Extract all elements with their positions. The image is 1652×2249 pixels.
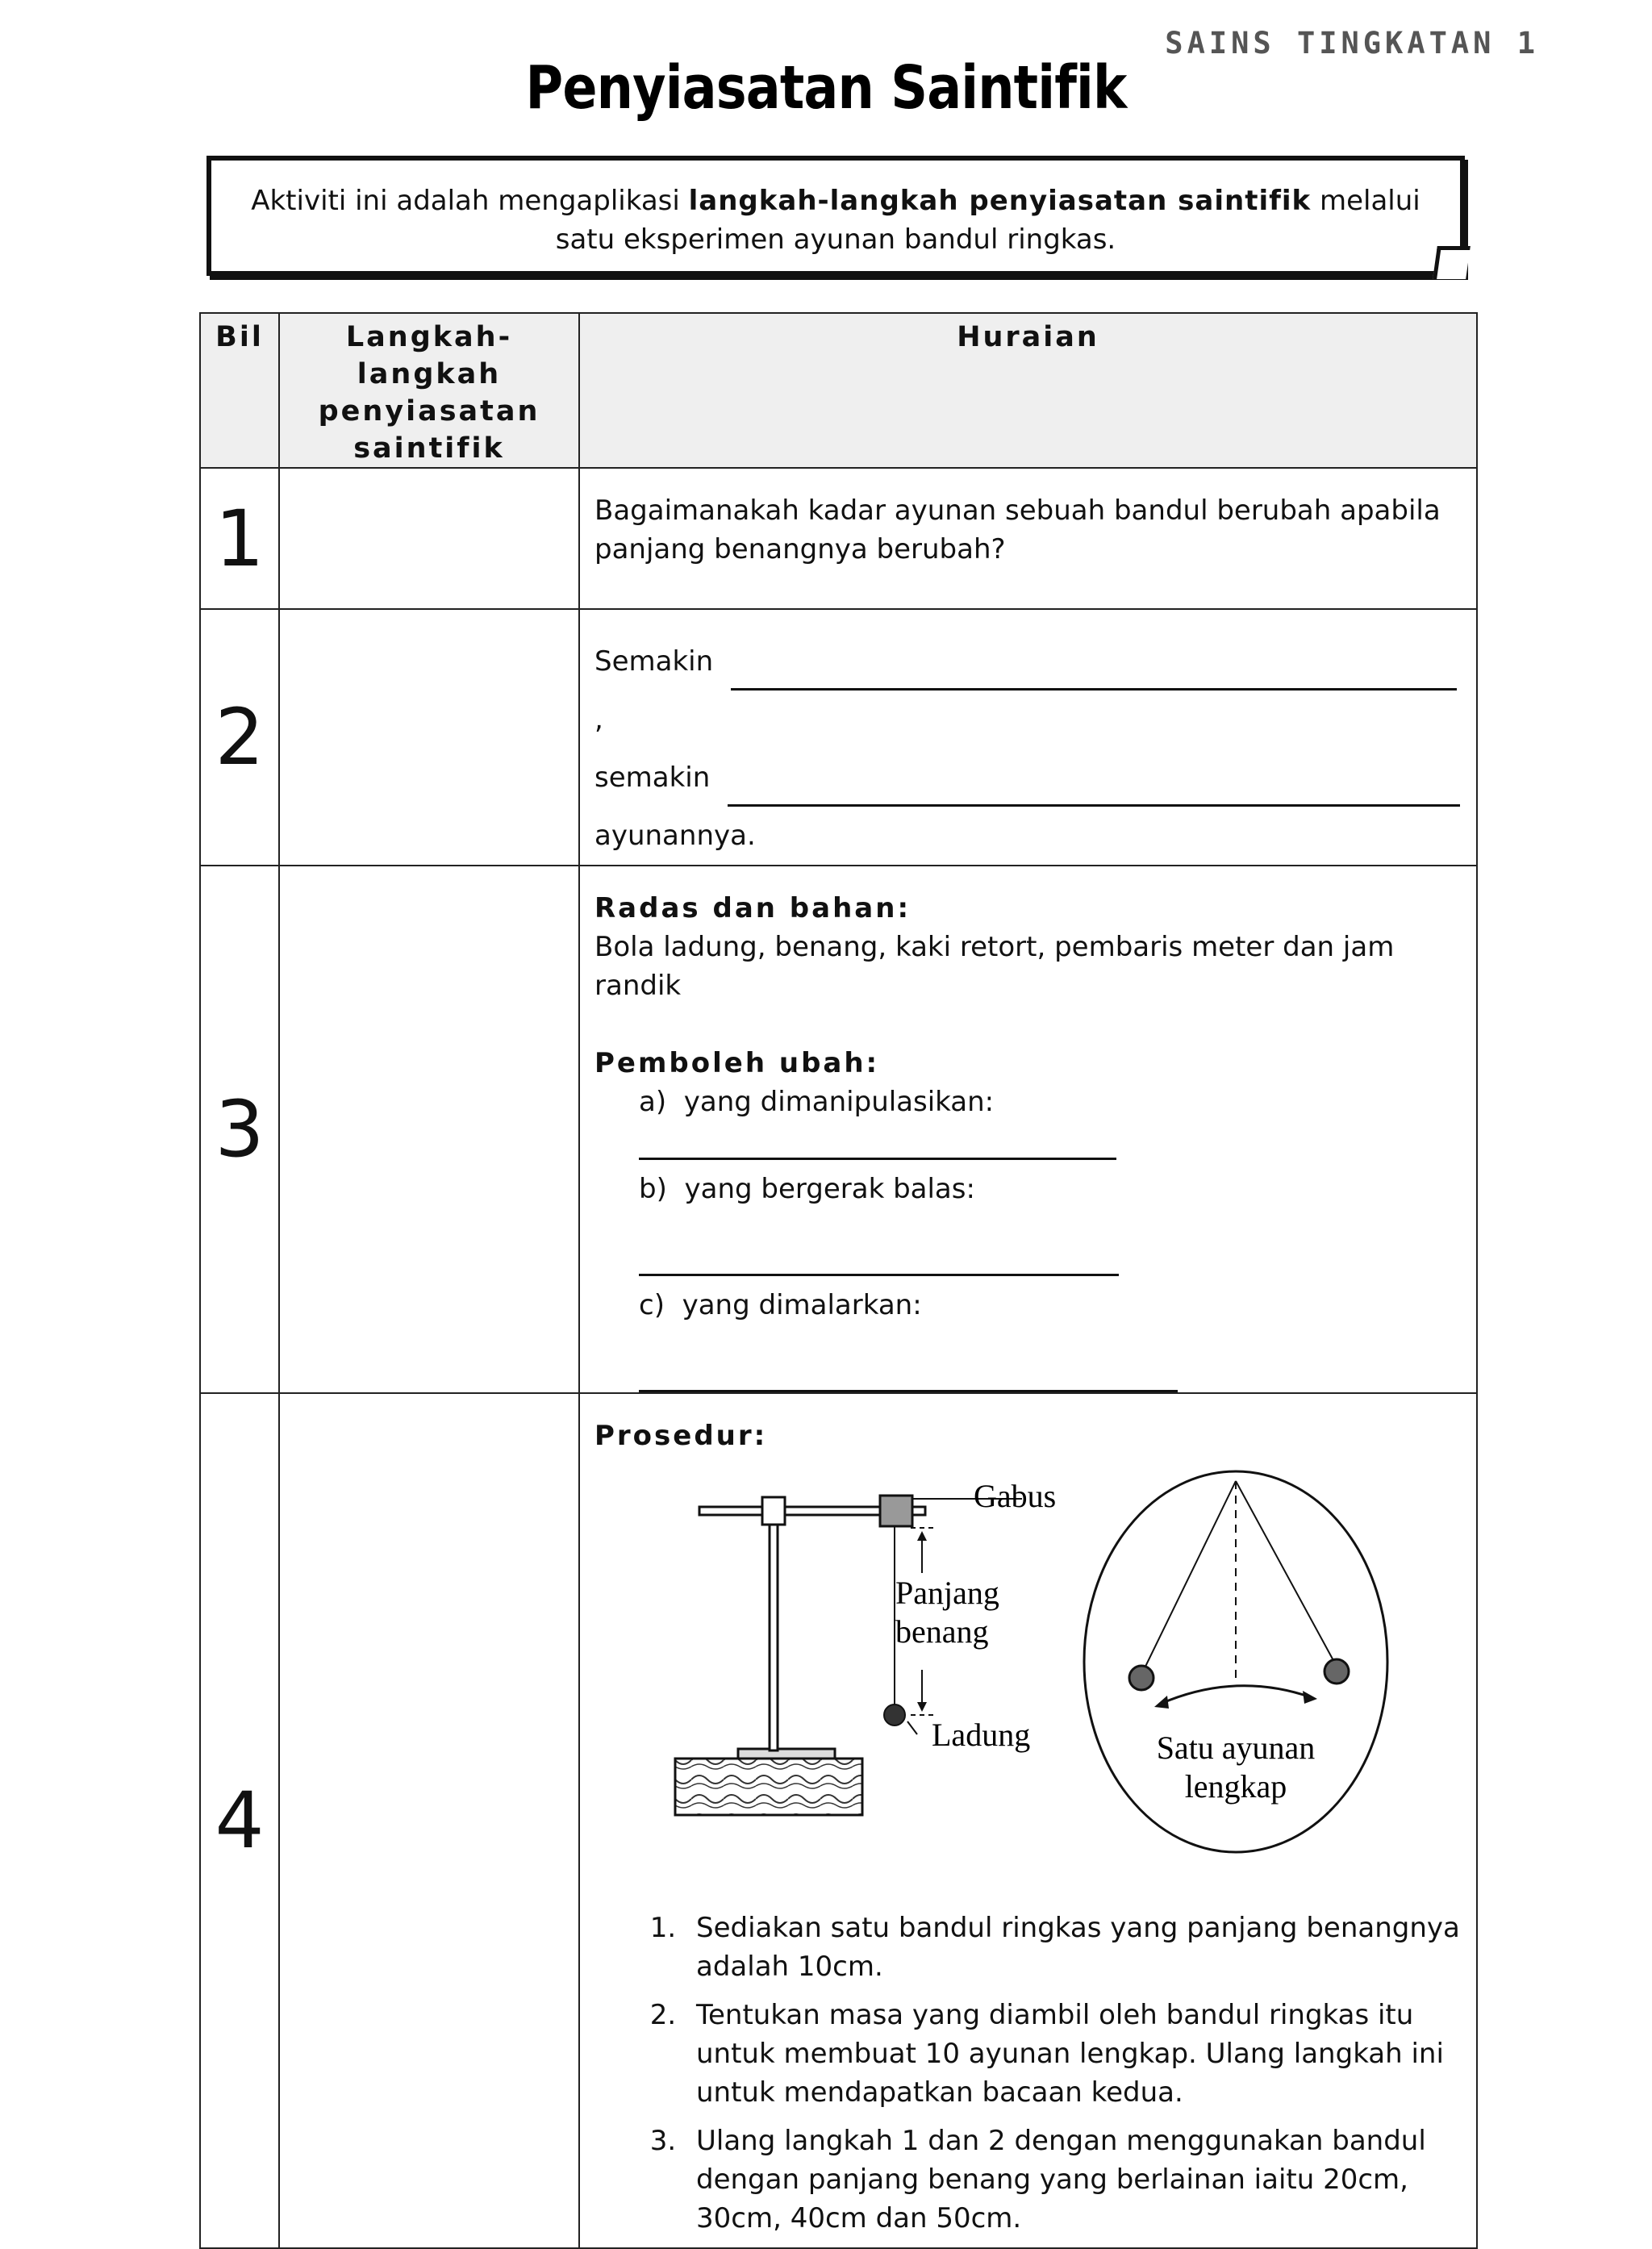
hypothesis-blank-1[interactable] (731, 661, 1457, 691)
hypothesis-blank-2[interactable] (728, 777, 1460, 807)
procedure-step: 3. Ulang langkah 1 dan 2 dengan menggunakan bandul dengan panjang benang yang berlainan iaitu 20cm, 30cm, 40cm dan 50cm. (685, 2122, 1462, 2238)
procedure-step: 2. Tentukan masa yang diambil oleh bandul ringkas itu untuk membuat 10 ayunan lengkap. Ulang langkah ini untuk mendapatkan bacaan kedua. (685, 1996, 1462, 2112)
intro-text-start: Aktiviti ini adalah mengaplikasi (251, 185, 689, 217)
comma: , (594, 703, 603, 736)
variable-item: c) yang dimalarkan: (594, 1276, 1462, 1392)
hypothesis-end: ayunannya. (594, 820, 756, 852)
header-steps: Langkah-langkah penyiasatan saintifik (279, 313, 579, 468)
procedure-label: Prosedur: (594, 1420, 768, 1452)
header-description: Huraian (579, 313, 1477, 468)
label-complete-swing-1: Satu ayunan (1156, 1730, 1316, 1766)
step-name-cell[interactable] (279, 866, 579, 1393)
hypothesis-label-1: Semakin (594, 645, 714, 678)
page-curl-decoration (1433, 246, 1471, 279)
procedure-step: 1. Sediakan satu bandul ringkas yang panjang benangnya adalah 10cm. (685, 1909, 1462, 1986)
pendulum-bob (884, 1704, 905, 1725)
step-name-cell[interactable] (279, 1393, 579, 2248)
variable-item: b) yang bergerak balas: (594, 1160, 1462, 1276)
description-cell (579, 468, 1477, 609)
table-row (200, 1393, 1477, 2248)
question-text: Bagaimanakah kadar ayunan sebuah bandul berubah apabila panjang benangnya berubah? (594, 494, 1441, 565)
page-title: Penyiasatan Saintifik (525, 53, 1127, 123)
wooden-base (675, 1759, 862, 1815)
row-number: 1 (200, 468, 279, 609)
header-bil: Bil (200, 313, 279, 468)
description-cell (579, 866, 1477, 1393)
label-cork: Gabus (974, 1478, 1057, 1514)
label-bob: Ladung (932, 1717, 1031, 1753)
description-cell (579, 609, 1477, 866)
hypothesis-label-2: semakin (594, 761, 711, 794)
apparatus-label: Radas dan bahan: (594, 892, 912, 924)
retort-stand-rod (770, 1508, 778, 1750)
pendulum-diagram (594, 1460, 1466, 1880)
intro-text-bold: langkah-langkah penyiasatan saintifik (688, 185, 1312, 217)
table-row (200, 468, 1477, 609)
label-complete-swing-2: lengkap (1184, 1768, 1287, 1805)
apparatus-text: Bola ladung, benang, kaki retort, pembaris meter dan jam randik (594, 931, 1395, 1002)
constant-variable-blank[interactable] (639, 1362, 1178, 1392)
variable-item: a) yang dimanipulasikan: (594, 1083, 1462, 1160)
label-string-length-1: Panjang (895, 1575, 999, 1611)
step-name-cell[interactable] (279, 468, 579, 609)
row-number: 4 (200, 1393, 279, 2248)
procedure-steps (594, 1909, 1462, 2238)
description-cell (579, 1393, 1477, 2248)
table-row (200, 609, 1477, 866)
variables-label: Pemboleh ubah: (594, 1047, 880, 1079)
step-name-cell[interactable] (279, 609, 579, 866)
intro-box (206, 156, 1465, 276)
row-number: 2 (200, 609, 279, 866)
cork (880, 1496, 912, 1526)
label-string-length-2: benang (895, 1613, 989, 1650)
table-row (200, 866, 1477, 1393)
responding-variable-blank[interactable] (639, 1246, 1119, 1276)
subject-label: SAINS TINGKATAN 1 (1165, 26, 1539, 61)
table-header-row (200, 313, 1477, 468)
investigation-table (199, 312, 1478, 2249)
manipulated-variable-blank[interactable] (639, 1130, 1116, 1160)
intro-text-end: melalui satu eksperimen ayunan bandul ringkas. (555, 185, 1420, 256)
row-number: 3 (200, 866, 279, 1393)
